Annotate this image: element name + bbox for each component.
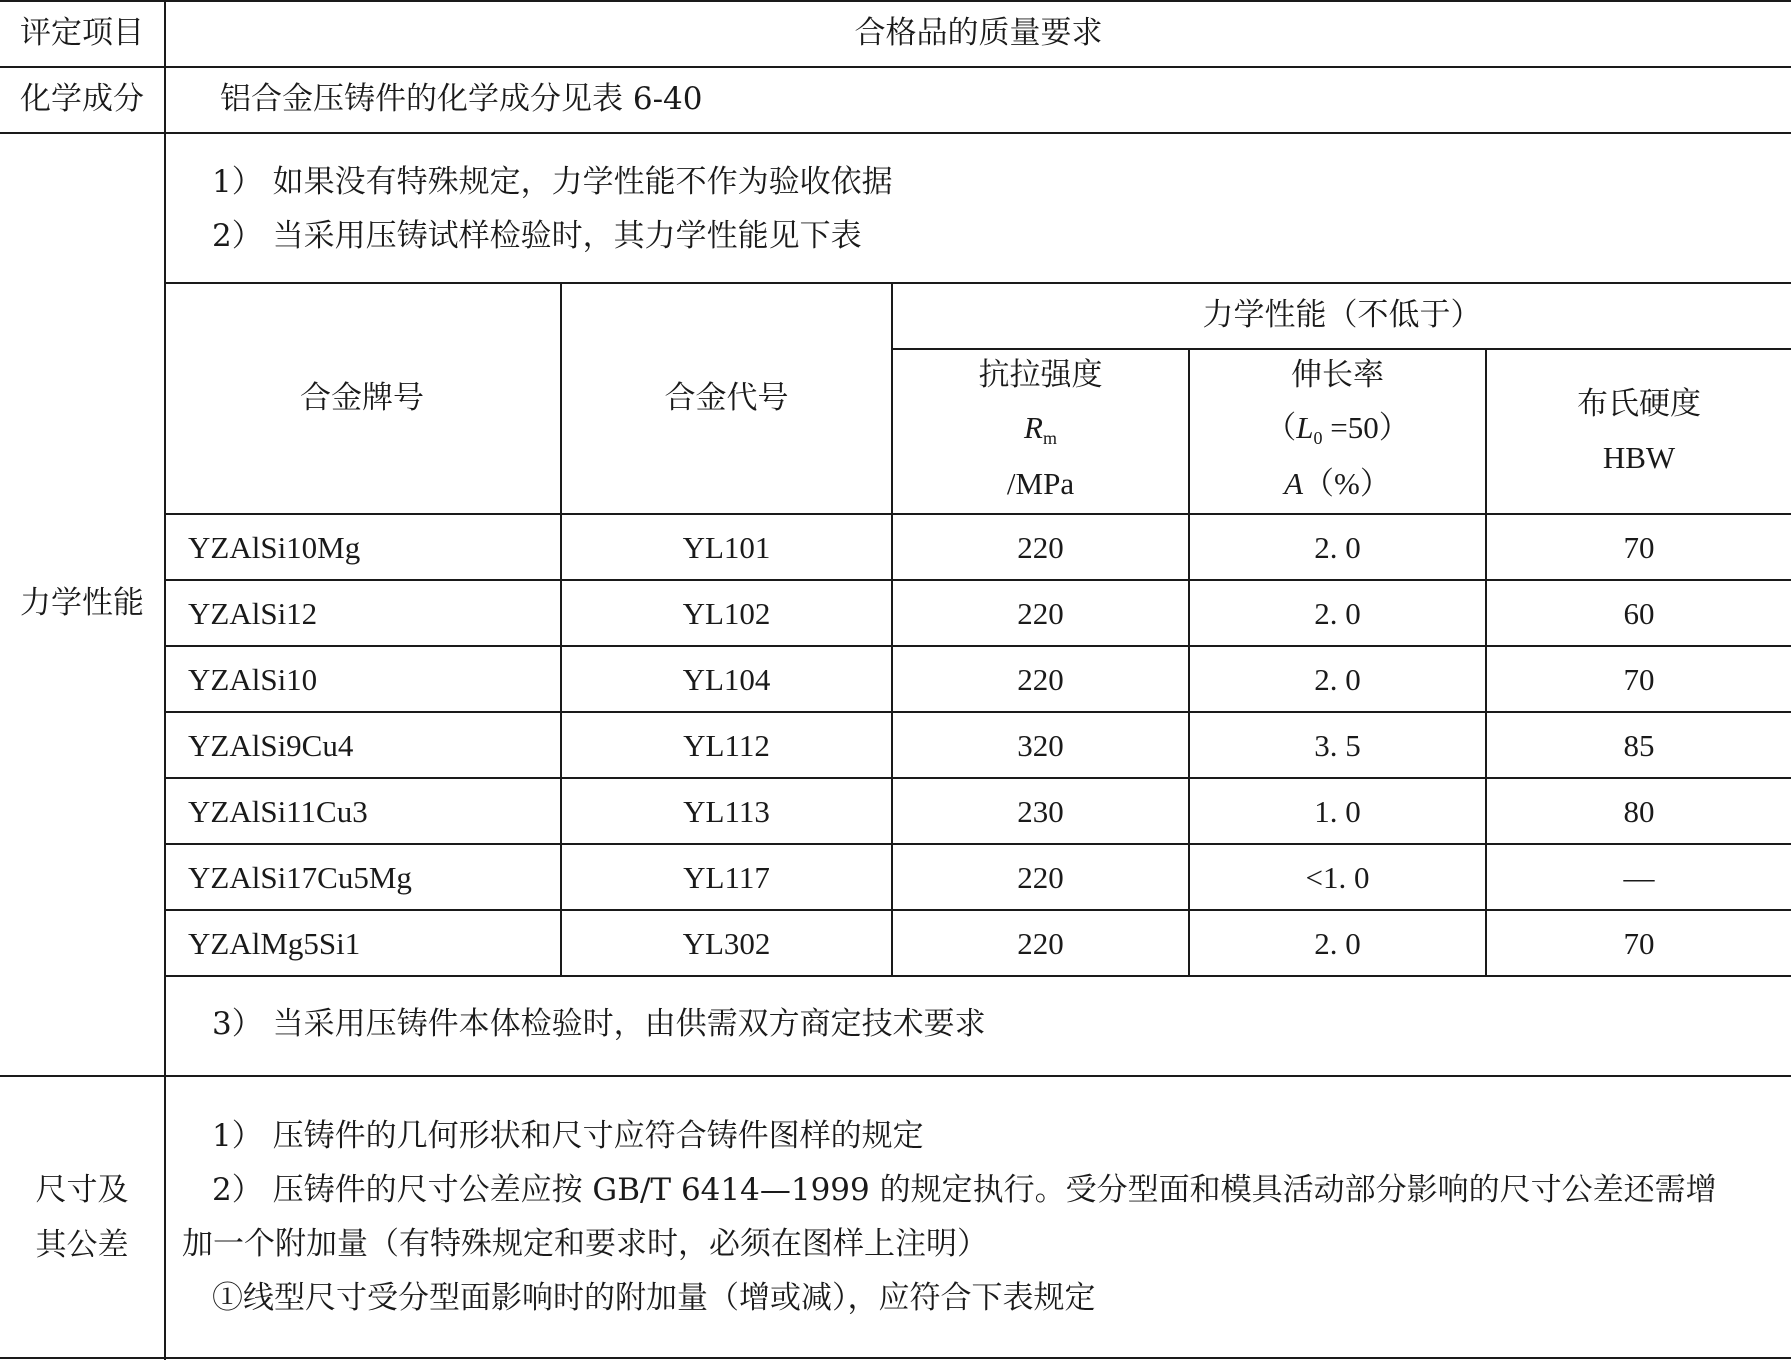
mech-note-3: 3） 当采用压铸件本体检验时，由供需双方商定技术要求 [212,1006,986,1042]
mech-note-2: 2） 当采用压铸试样检验时，其力学性能见下表 [212,218,862,254]
cell-elongation: 2. 0 [1314,596,1361,631]
inner-rule-row1 [164,579,1791,581]
cell-code: YL302 [682,926,771,961]
cell-hardness: 70 [1623,530,1655,565]
cell-code: YL113 [683,794,770,829]
cell-grade: YZAlSi11Cu3 [188,794,368,829]
rule-header-bottom [0,66,1791,68]
rule-bottom [0,1357,1791,1359]
dim-line-4: ①线型尺寸受分型面影响时的附加量（增或减），应符合下表规定 [212,1280,1096,1316]
cell-hardness: 80 [1623,794,1655,829]
cell-tensile: 220 [1017,530,1064,565]
dim-line-1: 1） 压铸件的几何形状和尺寸应符合铸件图样的规定 [212,1118,924,1154]
col-header-group: 力学性能（不低于） [1202,297,1482,333]
rule-chem-bottom [0,132,1791,134]
header-item: 评定项目 [20,15,144,51]
cell-tensile: 220 [1017,596,1064,631]
inner-rule-row5 [164,843,1791,845]
rule-mech-bottom [0,1075,1791,1077]
cell-tensile: 220 [1017,860,1064,895]
col-header-elong-gauge: $(L_0 =50)$ [1265,410,1410,448]
cell-elongation: 2. 0 [1314,530,1361,565]
cell-hardness: — [1623,860,1655,895]
cell-code: YL104 [682,662,771,697]
cell-grade: YZAlSi9Cu4 [188,728,354,763]
col-header-tensile-title: 抗拉强度 [978,357,1103,393]
inner-rule-header [164,513,1791,515]
cell-grade: YZAlMg5Si1 [188,926,361,961]
inner-rule-row2 [164,645,1791,647]
chem-label: 化学成分 [20,81,144,117]
cell-tensile: 220 [1017,662,1064,697]
cell-elongation: 2. 0 [1314,926,1361,961]
col-header-elong-unit: A（%） [1284,466,1391,501]
cell-tensile: 320 [1017,728,1064,763]
cell-elongation: 3. 5 [1314,728,1361,763]
cell-hardness: 85 [1623,728,1655,763]
cell-tensile: 230 [1017,794,1064,829]
inner-rule-row3 [164,711,1791,713]
cell-code: YL102 [682,596,771,631]
inner-rule-group [893,348,1791,350]
inner-rule-top [164,282,1791,284]
col-header-code: 合金代号 [664,380,789,416]
col-header-tensile-symbol: $R_m$ [1024,410,1057,448]
inner-rule-row4 [164,777,1791,779]
cell-elongation: 2. 0 [1314,662,1361,697]
rule-label-column [164,0,166,1360]
cell-grade: YZAlSi12 [188,596,318,631]
dim-label-line2: 其公差 [35,1227,129,1263]
col-header-tensile-unit: /MPa [1006,466,1075,501]
dim-label-line1: 尺寸及 [35,1172,129,1208]
cell-code: YL117 [683,860,770,895]
cell-grade: YZAlSi10Mg [188,530,361,565]
col-header-elong-title: 伸长率 [1291,357,1384,393]
cell-hardness: 70 [1623,662,1655,697]
rule-top [0,0,1791,2]
cell-hardness: 60 [1623,596,1655,631]
inner-rule-row6 [164,909,1791,911]
cell-grade: YZAlSi17Cu5Mg [188,860,412,895]
col-header-grade: 合金牌号 [300,380,424,416]
mech-label: 力学性能 [20,585,144,621]
dim-line-2: 2） 压铸件的尺寸公差应按 GB/T 6414—1999 的规定执行。受分型面和模具活动部分影响的尺寸公差还需增 [212,1172,1717,1208]
mech-note-1: 1） 如果没有特殊规定，力学性能不作为验收依据 [212,164,893,200]
cell-elongation: <1. 0 [1305,860,1370,895]
inner-rule-bottom [164,975,1791,977]
chem-text: 铝合金压铸件的化学成分见表 6-40 [220,81,703,117]
col-header-hardness-title: 布氏硬度 [1577,386,1701,422]
col-header-hardness-unit: HBW [1602,440,1676,475]
cell-code: YL101 [682,530,771,565]
cell-tensile: 220 [1017,926,1064,961]
dim-line-3: 加一个附加量（有特殊规定和要求时，必须在图样上注明） [182,1226,988,1262]
cell-elongation: 1. 0 [1314,794,1361,829]
cell-grade: YZAlSi10 [188,662,318,697]
cell-code: YL112 [683,728,770,763]
header-requirement: 合格品的质量要求 [854,15,1103,51]
cell-hardness: 70 [1623,926,1655,961]
